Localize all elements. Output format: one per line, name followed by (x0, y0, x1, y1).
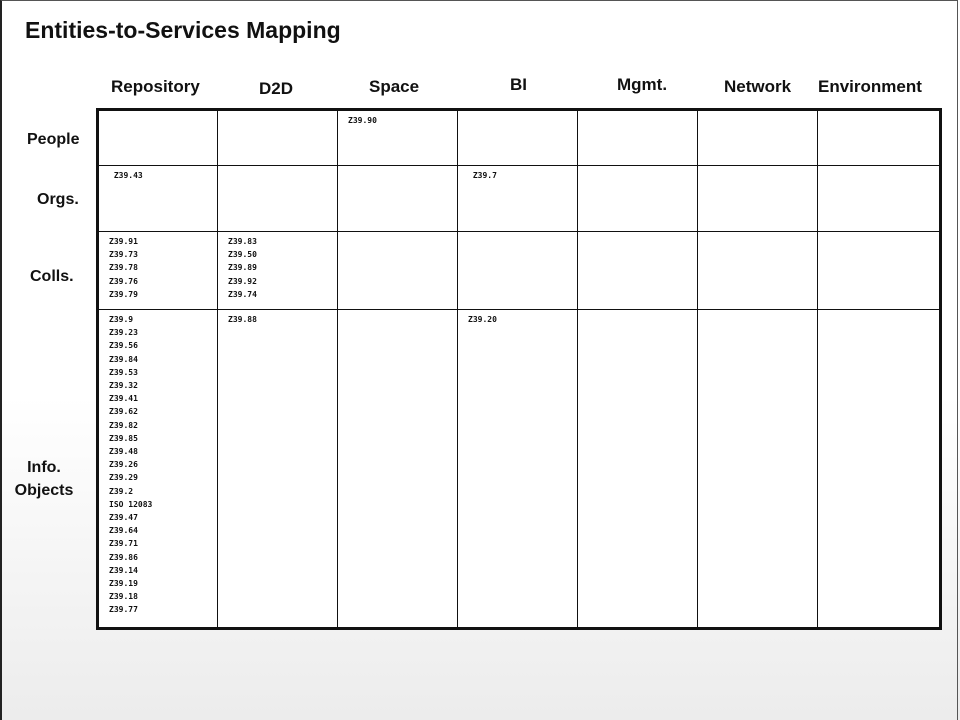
grid-cell (218, 166, 338, 232)
grid-cell (578, 232, 698, 310)
grid-cell: Z39.7 (458, 166, 578, 232)
grid-cell (818, 110, 941, 166)
column-header-network: Network (724, 77, 792, 96)
row-header-people: People (27, 131, 80, 148)
column-header-bi: BI (510, 75, 527, 94)
column-header-space: Space (369, 77, 420, 96)
grid-row-info-objects (98, 310, 941, 629)
grid-cell: Z39.88 (218, 310, 338, 629)
page-title: Entities-to-Services Mapping (25, 17, 341, 43)
grid-cell (458, 232, 578, 310)
grid-cell (578, 166, 698, 232)
mapping-grid (96, 108, 942, 630)
grid-cell (578, 310, 698, 629)
grid-cell (698, 110, 818, 166)
grid-cell: Z39.91 Z39.73 Z39.78 Z39.76 Z39.79 (98, 232, 218, 310)
grid-cell: Z39.83 Z39.50 Z39.89 Z39.92 Z39.74 (218, 232, 338, 310)
grid-cell (698, 310, 818, 629)
grid-row-people (98, 110, 941, 166)
grid-cell (698, 232, 818, 310)
grid-cell (338, 232, 458, 310)
grid-cell: Z39.43 (98, 166, 218, 232)
grid-row-colls (98, 232, 941, 310)
grid-cell (338, 310, 458, 629)
grid-cell (818, 166, 941, 232)
grid-cell (578, 110, 698, 166)
grid-cell: Z39.9 Z39.23 Z39.56 Z39.84 Z39.53 Z39.32 Z39.41 Z39.62 Z39.82 Z39.85 Z39.48 Z39.26 Z39.29 Z39.2 ISO 12083 Z39.47 Z39.64 Z39.71 Z39.86 Z39.14 Z39.19 Z39.18 Z39.77 (98, 310, 218, 629)
row-header-orgs: Orgs. (37, 191, 79, 208)
column-header-d2d: D2D (259, 79, 294, 98)
grid-cell (818, 232, 941, 310)
grid-cell: Z39.90 (338, 110, 458, 166)
grid-cell: Z39.20 (458, 310, 578, 629)
column-header-mgmt: Mgmt. (617, 75, 668, 94)
grid-cell (458, 110, 578, 166)
row-header-colls: Colls. (30, 268, 74, 285)
row-header-info-objects: Info. Objects (14, 459, 74, 499)
grid-row-orgs (98, 166, 941, 232)
grid-cell (698, 166, 818, 232)
grid-cell (818, 310, 941, 629)
column-header-repository: Repository (111, 77, 200, 96)
grid-cell (218, 110, 338, 166)
grid-cell (338, 166, 458, 232)
column-header-environment: Environment (818, 77, 922, 96)
grid-cell (98, 110, 218, 166)
